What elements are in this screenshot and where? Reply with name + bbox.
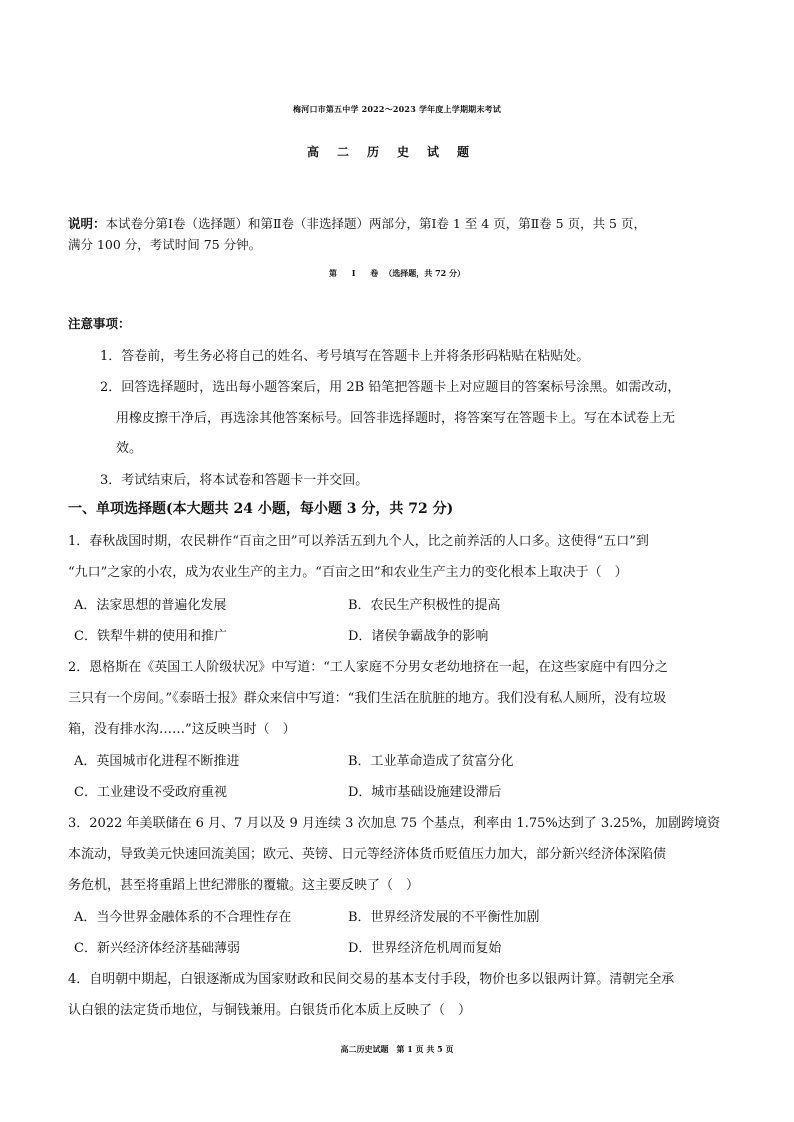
question-3-option-d: D．世界经济危机周而复始 (348, 941, 502, 956)
question-1-option-d: D．诸侯争霸战争的影响 (348, 629, 489, 644)
section-heading: 一、单项选择题(本大题共 24 小题，每小题 3 分，共 72 分) (68, 501, 454, 517)
notice-item-3: 3．考试结束后，将本试卷和答题卡一并交回。 (100, 473, 369, 488)
question-1-option-b: B．农民生产积极性的提高 (348, 598, 501, 613)
notice-item-2-cont: 用橡皮擦干净后，再选涂其他答案标号。回答非选择题时，将答案写在答题卡上。写在本试卷上无 (116, 411, 676, 426)
question-3-line-3: 务危机，甚至将重蹈上世纪滞胀的覆辙。这主要反映了（ ） (68, 878, 420, 893)
question-2-option-b: B．工业革命造成了贫富分化 (348, 754, 514, 769)
school-exam-line: 梅河口市第五中学 2022～2023 学年度上学期期末考试 (293, 104, 501, 114)
instructions-line-1 (68, 214, 646, 232)
instructions-label: 说明： (68, 216, 106, 231)
question-2-line-1: 2．恩格斯在《英国工人阶级状况》中写道：“工人家庭不分男女老幼地挤在一起，在这些家庭中有四分之 (68, 660, 668, 675)
notices-title: 注意事项： (68, 316, 131, 331)
question-2-option-a: A．英国城市化进程不断推进 (74, 754, 240, 769)
question-3-option-b: B．世界经济发展的不平衡性加剧 (348, 910, 540, 925)
question-2-option-d: D．城市基础设施建设滞后 (348, 785, 502, 800)
question-3-option-c: C．新兴经济体经济基础薄弱 (74, 941, 240, 956)
question-1-option-a: A．法家思想的普遍化发展 (74, 598, 227, 613)
notice-item-2-end: 效。 (116, 441, 143, 456)
notice-item-1: 1．答卷前，考生务必将自己的姓名、考号填写在答题卡上并将条形码粘贴在粘贴处。 (100, 349, 590, 364)
volume-heading (0, 268, 794, 279)
question-3-line-1: 3．2022 年美联储在 6 月、7 月以及 9 月连续 3 次加息 75 个基点，利率由 1.75%达到了 3.25%，加剧跨境资 (68, 816, 721, 831)
question-3-option-a: A．当今世界金融体系的不合理性存在 (74, 910, 292, 925)
page-title: 高二历史试题 (306, 145, 487, 159)
volume-title: 第 Ⅰ 卷 (328, 268, 385, 278)
question-1-line-1: 1．春秋战国时期，农民耕作“百亩之田”可以养活五到九个人，比之前养活的人口多。这使得“五口”到 (68, 534, 649, 549)
question-4-line-1: 4．自明朝中期起，白银逐渐成为国家财政和民间交易的基本支付手段，物价也多以银两计算。清朝完全承 (68, 972, 675, 987)
volume-subtitle: （选择题，共 72 分） (384, 268, 465, 278)
question-2-option-c: C．工业建设不受政府重视 (74, 785, 227, 800)
question-2-line-2: 三只有一个房间。”《泰晤士报》群众来信中写道：“我们生活在肮脏的地方。我们没有私人厕所，没有垃圾 (68, 691, 667, 706)
instructions-text-1: 本试卷分第Ⅰ卷（选择题）和第Ⅱ卷（非选择题）两部分，第Ⅰ卷 1 至 4 页，第Ⅱ卷 5 页，共 5 页， (105, 216, 646, 231)
notice-item-2: 2．回答选择题时，选出每小题答案后，用 2B 铅笔把答题卡上对应题目的答案标号涂黑。如需改动， (100, 380, 681, 395)
question-4-line-2: 认白银的法定货币地位，与铜钱兼用。白银货币化本质上反映了（ ） (68, 1003, 472, 1018)
instructions-line-2: 满分 100 分，考试时间 75 分钟。 (68, 237, 262, 252)
question-2-line-3: 箱，没有排水沟……”这反映当时（ ） (68, 722, 296, 737)
question-3-line-2: 本流动，导致美元快速回流美国；欧元、英镑、日元等经济体货币贬值压力加大，部分新兴经济体深陷债 (68, 847, 667, 862)
question-1-option-c: C．铁犁牛耕的使用和推广 (74, 629, 227, 644)
question-1-line-2: “九口”之家的小农，成为农业生产的主力。“百亩之田”和农业生产主力的变化根本上取决于（ ） (68, 565, 628, 580)
page-footer: 高二历史试题 第 1 页 共 5 页 (340, 1044, 454, 1054)
